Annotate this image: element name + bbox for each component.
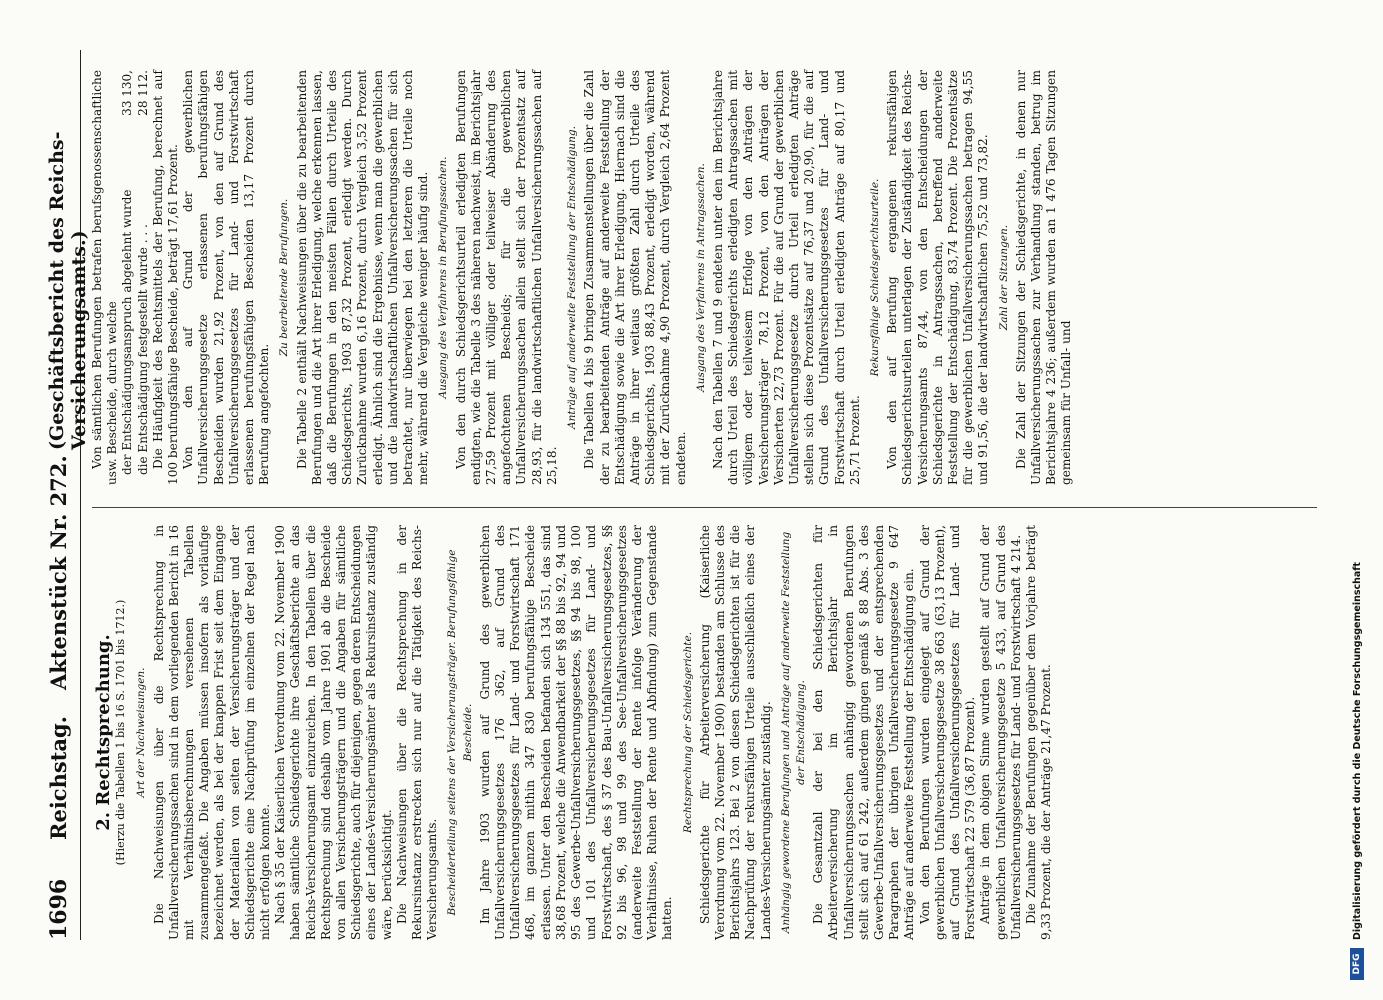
statistic-row [120, 70, 135, 475]
heading-ausgang-berufung: Ausgang des Verfahrens in Berufungssachen. [437, 156, 450, 399]
heading-sitzungen: Zahl der Sitzungen. [997, 224, 1010, 331]
paragraph: Nach § 35 der Kaiserlichen Verordnung vom 22. November 1900 haben sämtliche Schiedsgerichte ihre Geschäftsberichte an das Reichs-Versicherungsamt einzureichen. In den Tabellen über die Rechtsprechung sind deshalb vom Jahre 1901 ab die Bescheide von allen Versicherungsträgern und die Angaben für sämtliche Schiedsgerichte, auch für diejenigen, gegen deren Entscheidungen eines der Landes-Versicherungsämter als Rekursinstanz zuständig wäre, berücksichtigt. [273, 525, 394, 940]
page-number: 1696 [46, 878, 72, 940]
page-header [40, 50, 90, 940]
paragraph: Die Nachweisungen über die Rechtsprechung in der Rekursinstanz erstrecken sich nur auf die Tätigkeit des Reichs-Versicherungsamts. [394, 525, 440, 940]
paragraph: Von den Berufungen wurden eingelegt auf Grund der gewerblichen Unfallversicherungsgesetze 38 663 (63,13 Prozent), auf Grund des Unfallversicherungsgesetzes für Land- und Forstwirtschaft 22 579 (36,87 Prozent). [917, 525, 978, 940]
header-subtitle: (Geschäftsbericht des Reichs-Versicherungsamts.) [46, 131, 90, 450]
section-title: 2. Rechtsprechung. [93, 634, 114, 831]
right-column [90, 70, 1075, 485]
heading-schiedsgerichte: Rechtsprechung der Schiedsgerichte. [681, 631, 694, 834]
paragraph: Die Nachweisungen über die Rechtsprechung in Unfallversicherungssachen sind in dem vorliegenden Bericht in 16 mit Verhältnisberechnungen versehenen Tabellen zusammengefaßt. Die Angaben müssen insofern als vorläufige bezeichnet werden, als bei der knappen Frist seit dem Eingange der Materialien von seiten der Versicherungsträger und der Schiedsgerichte eine Nachprüfung im einzelnen der Regel nach nicht erfolgen konnte. [151, 525, 273, 940]
paragraph: Von sämtlichen Berufungen betrafen berufsgenossenschaftliche usw. Bescheide, durch welche [90, 70, 120, 485]
dfg-logo: DFG [1350, 948, 1364, 980]
paragraph: Im Jahre 1903 wurden auf Grund des gewerblichen Unfallversicherungsgesetzes 176 362, auf Grund des Unfallversicherungsgesetzes für Land- und Forstwirtschaft 171 468, im ganzen mithin 347 830 berufungsfähige Bescheide erlassen. Unter den Bescheiden befanden sich 134 551, das sind 38,68 Prozent, welche die Anwendbarkeit der §§ 88 bis 92, 94 und 95 des Gewerbe-Unfallversicherungsgesetzes, §§ 94 bis 98, 100 und 101 des Unfallversicherungsgesetzes für Land- und Forstwirtschaft, des § 37 des Bau-Unfallversicherungsgesetzes, §§ 92 bis 96, 98 und 99 des See-Unfallversicherungsgesetzes (anderweite Feststellung der Rente infolge Veränderung der Verhältnisse, Ruhen der Rente und Abfindung) zum Gegenstande hatten. [477, 525, 675, 940]
paragraph: Von den durch Schiedsgerichtsurteil erledigten Berufungen endigten, wie die Tabelle 3 des näheren nachweist, im Berichtsjahr 27,59 Prozent mit völliger oder teilweiser Abänderung des angefochtenen Bescheids; für die gewerblichen Unfallversicherungssachen allein stellt sich der Prozentsatz auf 28,93, für die landwirtschaftlichen Unfallversicherungssachen auf 25,18. [453, 70, 559, 485]
paragraph: Die Zahl der Sitzungen der Schiedsgerichte, in denen nur Unfallversicherungssachen zur Verhandlung standen, betrug im Berichtsjahre 4 236; außerdem wurden an 1 476 Tagen Sitzungen gemeinsam für Unfall- und [1013, 70, 1074, 485]
statistic-label: die Entschädigung festgestellt wurde . . . [135, 224, 150, 475]
header-aktenstueck: Aktenstück Nr. 272. [46, 455, 71, 690]
paragraph: Die Tabelle 2 enthält Nachweisungen über die zu bearbeitenden Berufungen und die Art ihrer Erledigung, welche erkennen lassen, daß die Berufungen in den meisten Fällen durch Urteile des Schiedsgerichts, 1903 87,32 Prozent, erledigt werden. Durch Zurücknahme wurden 6,16 Prozent, durch Vergleich 3,52 Prozent erledigt. Ähnlich sind die Ergebnisse, wenn man die gewerblichen und die landwirtschaftlichen Unfallversicherungssachen für sich betrachtet, nur überwiegen bei den letzteren die Urteile noch mehr, während die Vergleiche weniger häufig sind. [294, 70, 431, 485]
statistic-value: 33 130, [120, 70, 135, 116]
heading-rekursfaehig: Rekursfähige Schiedsgerichtsurteile. [868, 178, 881, 377]
paragraph: Anträge in dem obigen Sinne wurden gestellt auf Grund der gewerblichen Unfallversicherungsgesetze 5 433, auf Grund des Unfallversicherungsgesetzes für Land- und Forstwirtschaft 4 214. [978, 525, 1023, 940]
paragraph: Schiedsgerichte für Arbeiterversicherung (Kaiserliche Verordnung vom 22. November 1900) bestanden am Schlusse des Berichtsjahrs 123. Bei 2 von diesen Schiedsgerichten ist für die Nachprüfung der rekursfähigen Urteile ausschließlich eines der Landes-Versicherungsämter zuständig. [697, 525, 773, 940]
column-divider [92, 507, 1317, 508]
statistics-list [120, 70, 150, 485]
paragraph: Die Zunahme der Berufungen gegenüber dem Vorjahre beträgt 9,33 Prozent, die der Anträge 21,47 Prozent. [1023, 525, 1054, 940]
paragraph: Von den auf Grund der gewerblichen Unfallversicherungsgesetze erlassenen berufungsfähigen Bescheiden wurden 21,92 Prozent, von den auf Grund des Unfallversicherungsgesetzes für Land- und Forstwirtschaft erlassenen berufungsfähigen Bescheiden 13,17 Prozent durch Berufung angefochten. [181, 70, 272, 485]
heading-bescheiderteilung: Bescheiderteilung seitens der Versicherungsträger. Berufungsfähige Bescheide. [446, 549, 474, 916]
left-column [90, 525, 1054, 940]
heading-zu-bearbeitende: Zu bearbeitende Berufungen. [278, 198, 291, 357]
statistic-label: der Entschädigungsanspruch abgelehnt wurde [120, 189, 135, 475]
heading-ausgang-antrag: Ausgang des Verfahrens in Antragssachen. [694, 163, 707, 392]
paragraph: Nach den Tabellen 7 und 9 endeten unter den im Berichtsjahre durch Urteil des Schiedsgerichts erledigten Antragssachen mit völligem oder teilweisem Erfolge von den Anträgen der Versicherungsträger 78,12 Prozent, von den Anträgen der Versicherten 22,73 Prozent. Für die auf Grund der gewerblichen Unfallversicherungsgesetze durch Urteil erledigten Anträge stellen sich diese Prozentsätze auf 76,37 und 20,90, für die auf Grund des Unfallversicherungsgesetzes für Land- und Forstwirtschaft durch Urteil erledigten Anträge auf 80,17 und 25,71 Prozent. [710, 70, 862, 485]
paragraph: Von den auf Berufung ergangenen rekursfähigen Schiedsgerichtsurteilen unterlagen der Zuständigkeit des Reichs-Versicherungsamts 87,44, von den Entscheidungen der Schiedsgerichte in Antragssachen, betreffend anderweite Feststellung der Entschädigung, 83,74 Prozent. Die Prozentsätze für die gewerblichen Unfallversicherungssachen betragen 94,55 und 91,56, die der landwirtschaftlichen 75,52 und 73,82. [885, 70, 991, 485]
paragraph: Die Häufigkeit des Rechtsmittels der Berufung, berechnet auf 100 berufungsfähige Bescheide, beträgt 17,61 Prozent. [150, 70, 181, 485]
heading-antraege: Anträge auf anderweite Feststellung der Entschädigung. [566, 126, 579, 429]
heading-anhaengig: Anhängig gewordene Berufungen und Anträge auf anderweite Feststellung der Entschädigung. [779, 531, 807, 934]
paragraph: Die Gesamtzahl der bei den Schiedsgerichten für Arbeiterversicherung im Berichtsjahr in Unfallversicherungssachen anhängig gewordenen Berufungen stellt sich auf 61 242, außerdem gingen gemäß § 88 Abs. 3 des Gewerbe-Unfallversicherungsgesetzes und der entsprechenden Paragraphen der übrigen Unfallversicherungsgesetze 9 647 Anträge auf anderweite Feststellung der Entschädigung ein. [811, 525, 917, 940]
header-reichstag: Reichstag. [46, 716, 71, 840]
paragraph: Die Tabellen 4 bis 9 bringen Zusammenstellungen über die Zahl der zu bearbeitenden Anträge auf anderweite Feststellung der Entschädigung sowie die Art ihrer Erledigung. Hiernach sind die Anträge in ihrer weitaus größten Zahl durch Urteile des Schiedsgerichts, 1903 88,43 Prozent, erledigt worden, während mit der Zurücknahme 4,90 Prozent, durch Vergleich 2,64 Prozent endeten. [582, 70, 688, 485]
heading-art: Art der Nachweisungen. [135, 667, 148, 798]
section-note: (Hierzu die Tabellen 1 bis 16 S. 1701 bis 1712.) [114, 599, 128, 866]
digitization-credit: Digitalisierung gefördert durch die Deutsche Forschungsgemeinschaft [1352, 562, 1363, 940]
statistic-row [136, 70, 151, 475]
statistic-value: 28 112. [135, 70, 150, 116]
